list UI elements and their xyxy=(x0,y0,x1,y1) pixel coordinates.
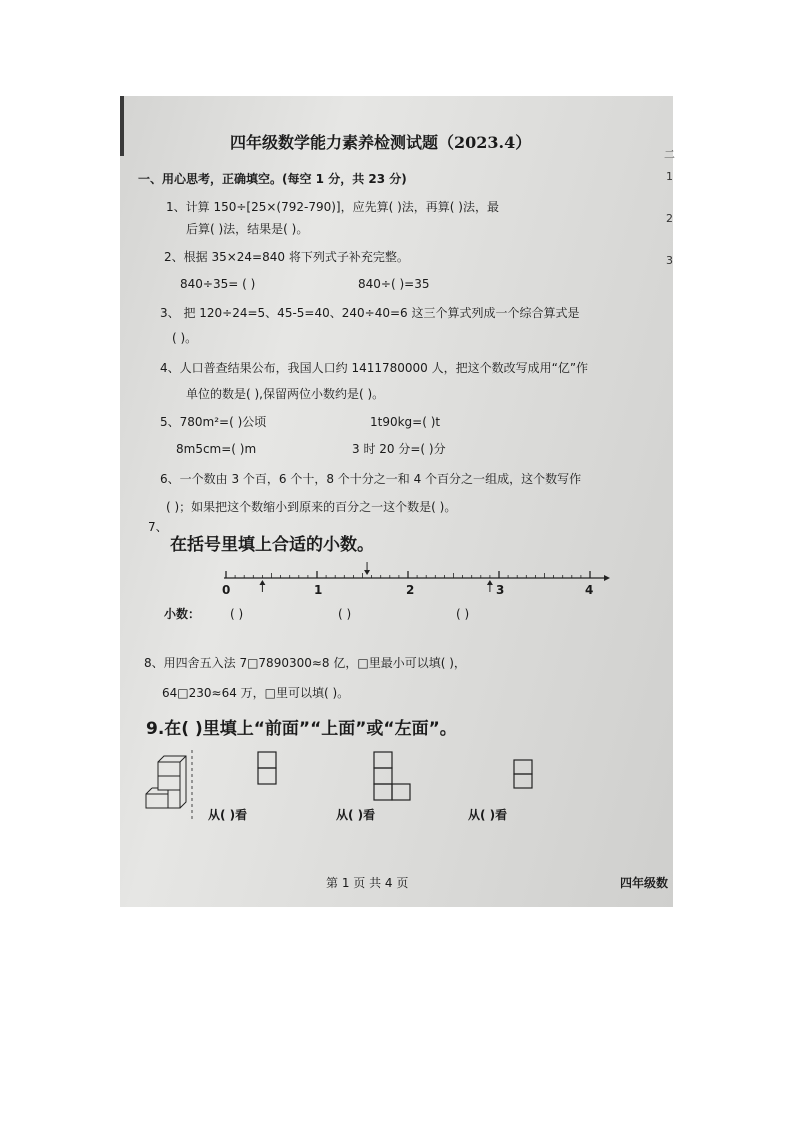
q7-answers-label: 小数： xyxy=(164,607,201,621)
number-line-arrowhead xyxy=(604,575,610,581)
q3-line2: ( )。 xyxy=(172,331,198,345)
pointer-arrowhead-up xyxy=(487,580,493,585)
q6-line1: 6、一个数由 3 个百，6 个十，8 个十分之一和 4 个百分之一组成，这个数写作 xyxy=(160,472,582,486)
footer-right-cut: 四年级数 xyxy=(620,876,669,890)
q8-line1: 8、用四舍五入法 7□7890300≈8 亿，□里最小可以填( )， xyxy=(144,656,466,670)
q7-answer-slot-3: ( ) xyxy=(456,607,470,621)
tick-label-4: 4 xyxy=(585,583,594,597)
q7-heading: 在括号里填上合适的小数。 xyxy=(170,535,374,555)
next-page-peek-3: 2 xyxy=(666,212,673,225)
pointer-arrowhead-up xyxy=(259,580,265,585)
q7-number: 7、 xyxy=(148,520,168,534)
next-page-peek-1: 二 xyxy=(664,148,675,161)
next-page-peek-4: 3 xyxy=(666,254,673,267)
view-figure-3 xyxy=(514,760,532,788)
q7-answer-slot-2: ( ) xyxy=(338,607,352,621)
paper-edge-shadow xyxy=(120,96,124,156)
q9-view-label-3: 从( )看 xyxy=(468,808,508,822)
q5-part-b: 1t90kg=( )t xyxy=(370,415,441,429)
q5-part-d: 3 时 20 分=( )分 xyxy=(352,442,446,456)
exam-photo xyxy=(120,96,673,907)
view-figure-1 xyxy=(258,752,276,784)
tick-label-0: 0 xyxy=(222,583,231,597)
q1-line1: 1、计算 150÷[25×(792-790)]，应先算( )法，再算( )法，最 xyxy=(166,200,499,214)
q2-part-a: 840÷35= ( ) xyxy=(180,277,256,291)
cube-stack-figure xyxy=(146,756,186,808)
view-figure-2 xyxy=(374,752,410,800)
tick-label-2: 2 xyxy=(406,583,415,597)
q6-line2: ( )；如果把这个数缩小到原来的百分之一这个数是( )。 xyxy=(166,500,457,514)
tick-label-1: 1 xyxy=(314,583,323,597)
number-line-ticks xyxy=(224,562,610,592)
tick-label-3: 3 xyxy=(496,583,505,597)
q4-line2: 单位的数是( ),保留两位小数约是( )。 xyxy=(186,387,385,401)
q9-heading: 9.在( )里填上“前面”“上面”或“左面”。 xyxy=(146,719,457,739)
q8-line2: 64□230≈64 万，□里可以填( )。 xyxy=(162,686,350,700)
q4-line1: 4、人口普查结果公布，我国人口约 1411780000 人，把这个数改写成用“亿”作 xyxy=(160,361,589,375)
q9-view-label-1: 从( )看 xyxy=(208,808,248,822)
q2-line1: 2、根据 35×24=840 将下列式子补充完整。 xyxy=(164,250,409,264)
pointer-arrowhead-down xyxy=(364,570,370,575)
section-1-heading: 一、用心思考，正确填空。(每空 1 分，共 23 分) xyxy=(138,172,407,186)
q9-view-label-2: 从( )看 xyxy=(336,808,376,822)
q1-line2: 后算( )法，结果是( )。 xyxy=(186,222,309,236)
page-number: 第 1 页 共 4 页 xyxy=(326,876,409,890)
number-line xyxy=(220,566,610,606)
exam-title: 四年级数学能力素养检测试题（2023.4） xyxy=(230,133,532,152)
q2-part-b: 840÷( )=35 xyxy=(358,277,430,291)
q7-answer-slot-1: ( ) xyxy=(230,607,244,621)
q5-part-c: 8m5cm=( )m xyxy=(176,442,257,456)
next-page-peek-2: 1 xyxy=(666,170,673,183)
q3-line1: 3、 把 120÷24=5、45-5=40、240÷40=6 这三个算式列成一个综合算式是 xyxy=(160,306,580,320)
q5-part-a: 5、780m²=( )公顷 xyxy=(160,415,267,429)
